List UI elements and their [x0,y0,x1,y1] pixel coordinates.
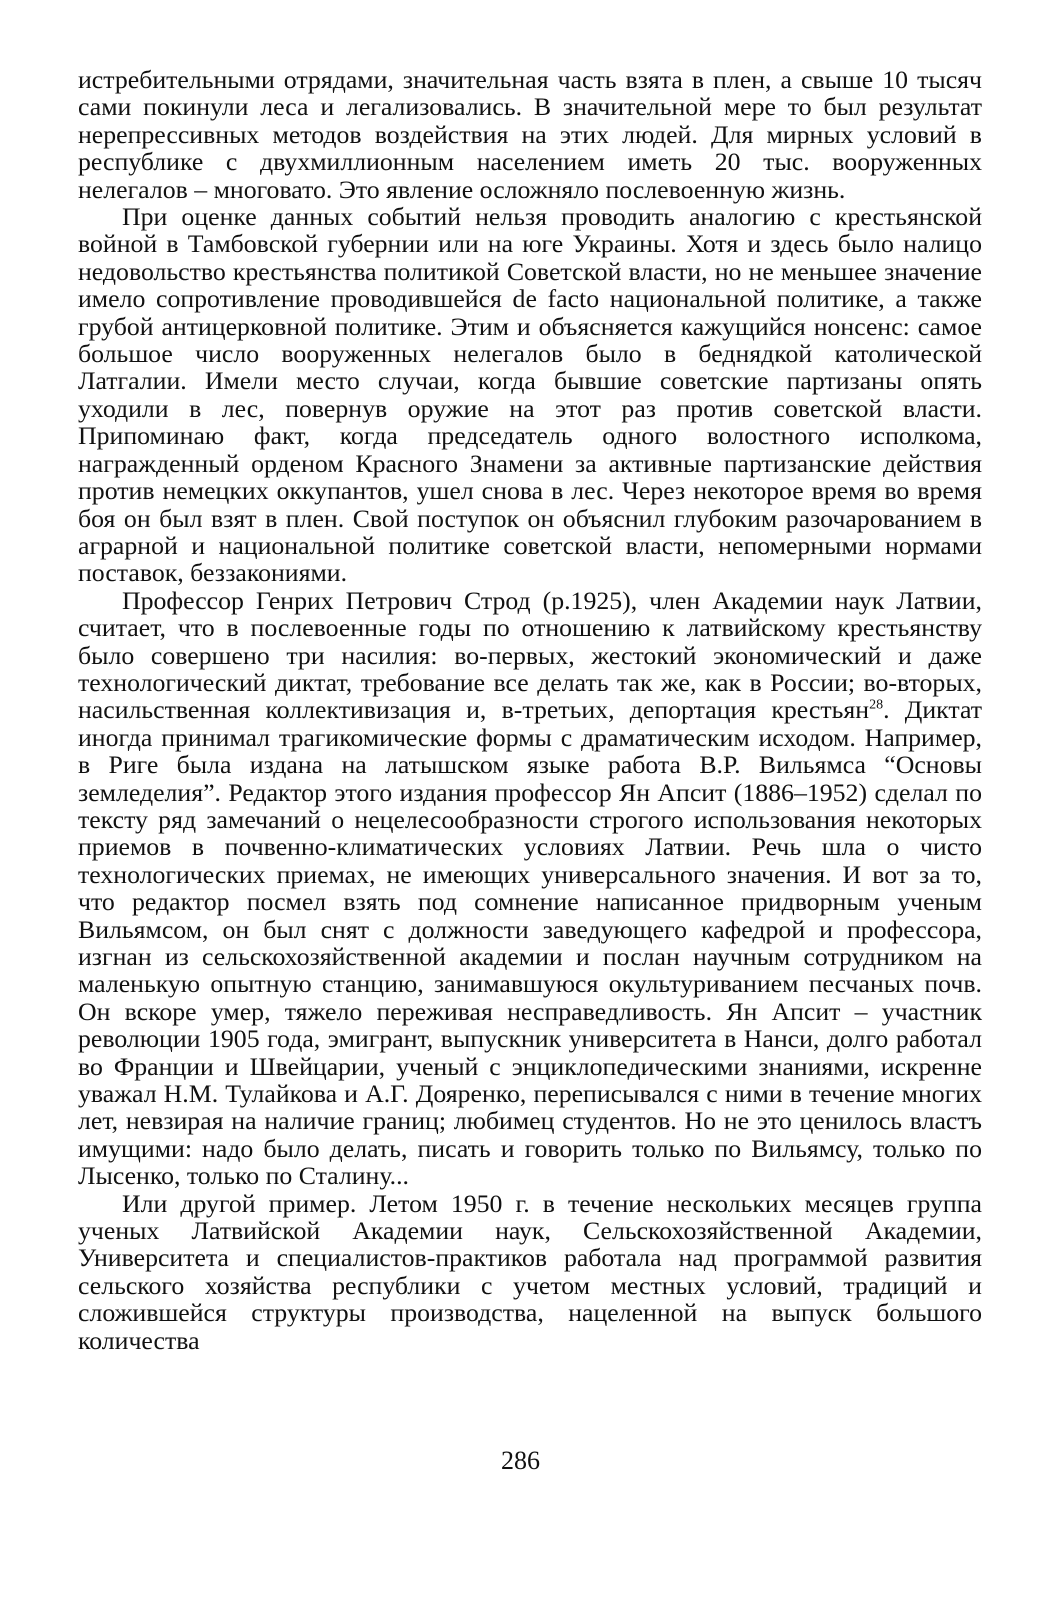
paragraph-3 [78,587,982,1190]
paragraph-3-text-start: Профессор Генрих Петрович Строд (р.1925), член Академии наук Латвии, считает, что в послевоенные годы по отношению к латвийскому крестьянству было совершено три насилия: во-первых, жестокий экономический и даже технологический диктат, требование все делать так же, как в России; во-вторых, насильственная коллективизация и, в-третьих, депортация крестьян [78,585,982,725]
page-number: 286 [501,1446,540,1475]
paragraph-1: истребительными отрядами, значительная часть взята в плен, а свыше 10 тысяч сами покинули леса и легализовались. В значительной мере то был результат нерепрессивных методов воздействия на этих людей. Для мирных условий в республике с двухмиллионным населением иметь 20 тыс. вооруженных нелегалов – многовато. Это явление осложняло послевоенную жизнь. [78,65,982,204]
document-page [78,66,982,1606]
paragraph-3-text-end: . Диктат иногда принимал трагикомические формы с драматическим исходом. Например, в Риге была издана на латышском языке работа В.Р. Вильямса “Основы земледелия”. Редактор этого издания профессор Ян Апсит (1886–1952) сделал по тексту ряд замечаний о нецелесообразности строгого использования некоторых приемов в почвенно-климатических условиях Латвии. Речь шла о чисто технологических приемах, не имеющих универсального значения. И вот за то, что редактор посмел взять под сомнение написанное придворным ученым Вильямсом, он был снят с должности заведующего кафедрой и профессора, изгнан из сельскохозяйственной академии и послан научным сотрудником на маленькую опытную станцию, занимавшуюся окультуриванием песчаных почв. Он вскоре умер, тяжело переживая несправедливость. Ян Апсит – участник революции 1905 года, эмигрант, выпускник университета в Нанси, долго работал во Франции и Швейцарии, ученый с энциклопедическими знаниями, искренне уважал Н.М. Тулайкова и А.Г. Дояренко, переписывался с ними в течение многих лет, невзирая на наличие границ; любимец студентов. Но не это ценилось властъ имущими: надо было делать, писать и говорить только по Вильямсу, только по Лысенко, только по Сталину... [78,695,982,1191]
paragraph-4: Или другой пример. Летом 1950 г. в течение нескольких месяцев группа ученых Латвийской Академии наук, Сельскохозяйственной Академии, Университета и специалистов-практиков работала над программой развития сельского хозяйства республики с учетом местных условий, традиций и сложившейся структуры производства, нацеленной на выпуск большого количества [78,1188,982,1355]
paragraph-2: При оценке данных событий нельзя проводить аналогию с крестьянской войной в Тамбовской губернии или на юге Украины. Хотя и здесь было налицо недовольство крестьянства политикой Советской власти, но не меньшее значение имело сопротивление проводившейся de facto национальной политике, а также грубой антицерковной политике. Этим и объясняется кажущийся нонсенс: самое большое число вооруженных нелегалов было в беднядкой католической Латгалии. Имели место случаи, когда бывшие советские партизаны опять уходили в лес, повернув оружие на этот раз против советской власти. Припоминаю факт, когда председатель одного волостного исполкома, награжденный орденом Красного Знамени за активные партизанские действия против немецких оккупантов, ушел снова в лес. Через некоторое время во время боя он был взят в плен. Свой поступок он объяснил глубоким разочарованием в аграрной и национальной политике советской власти, непомерными нормами поставок, беззакониями. [78,202,982,588]
footnote-reference: 28 [869,697,884,713]
